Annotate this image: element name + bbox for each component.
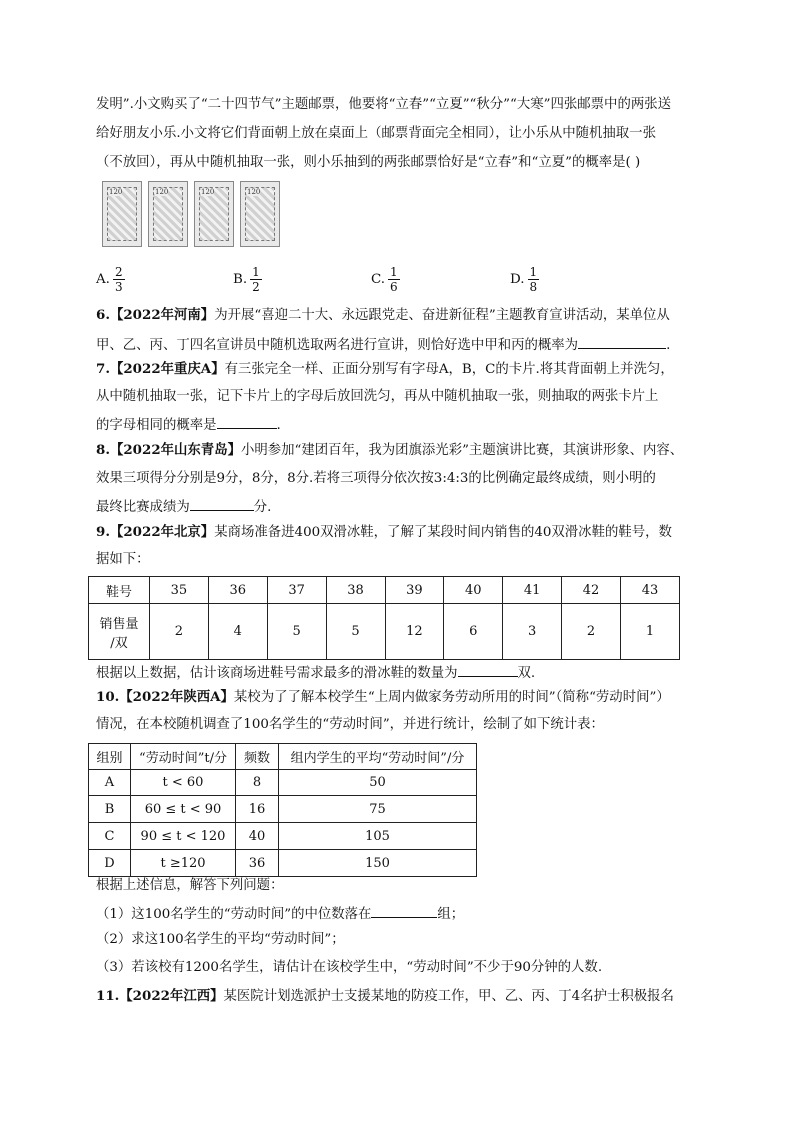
table-cell: C [89, 823, 131, 850]
q6-end: . [666, 338, 671, 353]
q6-line-2 [96, 334, 670, 356]
answer-blank[interactable] [190, 496, 254, 511]
table-header-cell: 频数 [236, 744, 279, 770]
table-header-cell [89, 604, 150, 660]
q7-end: . [276, 418, 281, 433]
table-cell: 41 [503, 577, 562, 604]
option-c[interactable] [371, 262, 400, 296]
table-row [89, 823, 477, 850]
q10-line-1 [96, 687, 670, 708]
numerator: 2 [114, 264, 123, 279]
table-row [89, 850, 477, 877]
table-cell: 36 [236, 850, 279, 877]
q9-line-1 [96, 522, 672, 543]
option-fraction [388, 265, 400, 294]
q9-line-2: 据如下： [96, 552, 150, 567]
table-cell: 2 [562, 604, 621, 660]
stamp-value: 120 [109, 188, 123, 196]
q8-text: 小明参加“建团百年，我为团旗添光彩”主题演讲比赛，其演讲形象、内容、 [240, 443, 684, 458]
q8-line-3 [96, 496, 271, 518]
q10-sub-3: （3）若该校有1200名学生，请估计在该校学生中，“劳动时间”不少于90分钟的人数. [96, 960, 603, 975]
table-cell: 90 ≤ t < 120 [131, 823, 236, 850]
q8-text: 最终比赛成绩为 [96, 500, 190, 515]
stamp-image-1 [102, 181, 142, 247]
q7-tag: 7.【2022年重庆A】 [96, 361, 225, 377]
table-row [89, 770, 477, 796]
q6-line-1 [96, 305, 670, 326]
q8-tag: 8.【2022年山东青岛】 [96, 442, 241, 458]
table-cell: 75 [279, 796, 477, 823]
table-cell: 37 [267, 577, 326, 604]
numerator: 1 [529, 264, 538, 279]
table-cell: 3 [503, 604, 562, 660]
q10-text: 某校为了了解本校学生“上周内做家务劳动所用的时间”（简称“劳动时间”） [233, 690, 670, 705]
numerator: 1 [390, 264, 398, 279]
table-cell: t < 60 [131, 770, 236, 796]
stamp-value: 120 [247, 188, 261, 196]
q10-sub-1-end: 组； [437, 907, 465, 922]
q7-line-2: 从中随机抽取一张，记下卡片上的字母后放回洗匀，再从中随机抽取一张，则抽取的两张卡片上 [96, 389, 659, 404]
q6-text: 甲、乙、丙、丁四名宣讲员中随机选取两名进行宣讲，则恰好选中甲和丙的概率为 [96, 338, 579, 353]
stamp-value: 120 [201, 188, 215, 196]
q8-end: 分. [253, 500, 272, 515]
q10-sub-2: （2）求这100名学生的平均“劳动时间”； [96, 932, 345, 947]
table-row [89, 604, 680, 660]
q10-tag: 10.【2022年陕西A】 [96, 689, 234, 705]
q7-line-3 [96, 414, 281, 436]
option-b[interactable] [233, 262, 262, 296]
q9-tag: 9.【2022年北京】 [96, 524, 215, 540]
table-cell: 6 [444, 604, 503, 660]
row-label-line: /双 [110, 635, 128, 651]
table-cell: 5 [267, 604, 326, 660]
q11-tag: 11.【2022年江西】 [96, 988, 224, 1004]
table-cell: 43 [621, 577, 680, 604]
table-cell: 40 [236, 823, 279, 850]
q8-line-2: 效果三项得分分别是9分，8分，8分.若将三项得分依次按3:4:3的比例确定最终成绩，则小明的 [96, 471, 656, 486]
q9-after [96, 662, 535, 684]
table-cell: D [89, 850, 131, 877]
table-row [89, 744, 477, 770]
option-a[interactable] [96, 262, 125, 296]
stamp-image-3 [194, 181, 234, 247]
answer-blank[interactable] [217, 414, 277, 429]
option-fraction [250, 265, 262, 294]
stamp-image-4 [240, 181, 280, 247]
option-letter: C. [371, 271, 386, 287]
q9-after-text: 根据以上数据，估计该商场进鞋号需求最多的滑冰鞋的数量为 [96, 666, 458, 681]
table-cell: 150 [279, 850, 477, 877]
table-cell: 105 [279, 823, 477, 850]
table-cell: 42 [562, 577, 621, 604]
table-cell: 5 [326, 604, 385, 660]
stamp-image-2 [148, 181, 188, 247]
table-cell: 2 [150, 604, 209, 660]
table-cell: t ≥120 [131, 850, 236, 877]
answer-blank[interactable] [371, 903, 437, 918]
table-cell: 36 [208, 577, 267, 604]
table-cell: 4 [208, 604, 267, 660]
q7-line-1 [96, 359, 674, 380]
option-letter: D. [510, 271, 525, 287]
q11-line-1 [96, 986, 674, 1007]
q10-sub-1 [96, 903, 464, 925]
q10-line-2: 情况，在本校随机调查了100名学生的“劳动时间”，并进行统计，绘制了如下统计表： [96, 717, 604, 732]
q6-text: 为开展“喜迎二十大、永远跟党走、奋进新征程”主题教育宣讲活动，某单位从 [214, 308, 670, 323]
q8-line-1 [96, 440, 683, 461]
denominator: 2 [252, 279, 260, 294]
q10-after: 根据上述信息，解答下列问题： [96, 878, 284, 893]
table-cell: A [89, 770, 131, 796]
table-cell: 40 [444, 577, 503, 604]
stamp-value: 120 [155, 188, 169, 196]
answer-blank[interactable] [458, 662, 518, 677]
option-fraction [528, 265, 540, 294]
q10-sub-1-text: （1）这100名学生的“劳动时间”的中位数落在 [96, 907, 372, 922]
q5-text-line-3: （不放回），再从中随机抽取一张，则小乐抽到的两张邮票恰好是“立春”和“立夏”的概率是( ) [96, 155, 641, 170]
table-cell: 60 ≤ t < 90 [131, 796, 236, 823]
q7-text: 的字母相同的概率是 [96, 418, 217, 433]
q9-after-end: 双. [517, 666, 536, 681]
option-d[interactable] [510, 262, 539, 296]
table-cell: 39 [385, 577, 444, 604]
table-header-cell: “劳动时间”t/分 [131, 744, 236, 770]
q5-text-line-2: 给好朋友小乐.小文将它们背面朝上放在桌面上（邮票背面完全相同），让小乐从中随机抽取一张 [96, 126, 656, 141]
table-row [89, 577, 680, 604]
labor-time-table [88, 743, 477, 877]
q7-text: 有三张完全一样、正面分别写有字母A，B，C的卡片.将其背面朝上并洗匀， [224, 362, 674, 377]
table-cell: 38 [326, 577, 385, 604]
option-letter: A. [96, 271, 110, 287]
table-cell: 35 [150, 577, 209, 604]
q5-text-line-1: 发明”.小文购买了“二十四节气”主题邮票，他要将“立春”“立夏”“秋分”“大寒”四张邮票中的两张送 [96, 97, 672, 112]
shoe-size-table [88, 576, 680, 660]
option-fraction [113, 265, 125, 294]
table-cell: 8 [236, 770, 279, 796]
option-letter: B. [233, 271, 248, 287]
table-header-cell: 组内学生的平均“劳动时间”/分 [279, 744, 477, 770]
denominator: 8 [529, 279, 538, 294]
table-cell: 12 [385, 604, 444, 660]
table-cell: 1 [621, 604, 680, 660]
table-row [89, 796, 477, 823]
numerator: 1 [252, 264, 260, 279]
row-label-line: 销售量 [99, 616, 139, 632]
q11-text: 某医院计划选派护士支援某地的防疫工作，甲、乙、丙、丁4名护士积极报名 [223, 989, 674, 1004]
table-header-cell: 鞋号 [89, 577, 150, 604]
table-cell: 50 [279, 770, 477, 796]
table-header-cell: 组别 [89, 744, 131, 770]
denominator: 6 [390, 279, 398, 294]
denominator: 3 [114, 279, 123, 294]
q6-tag: 6.【2022年河南】 [96, 307, 215, 323]
table-cell: B [89, 796, 131, 823]
q9-text: 某商场准备进400双滑冰鞋，了解了某段时间内销售的40双滑冰鞋的鞋号，数 [214, 525, 672, 540]
table-cell: 16 [236, 796, 279, 823]
answer-blank[interactable] [578, 334, 666, 349]
